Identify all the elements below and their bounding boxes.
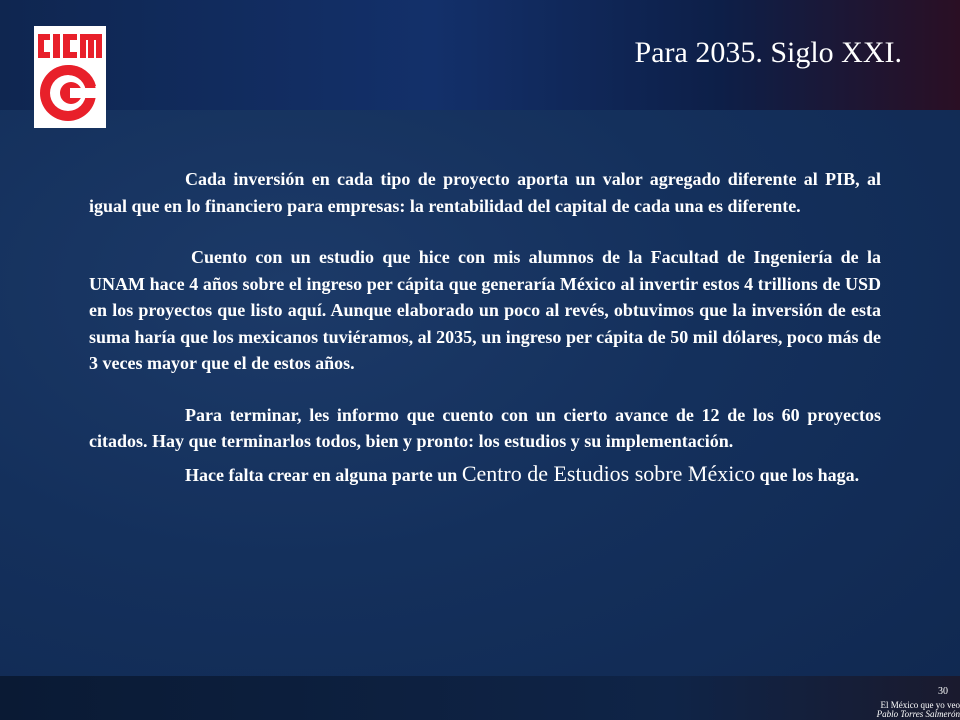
center-name-emphasis: Centro de Estudios sobre México <box>461 460 756 486</box>
cicm-logo <box>34 26 106 128</box>
slide-body <box>89 166 881 490</box>
paragraph-center <box>89 459 881 490</box>
paragraph-investment: Cada inversión en cada tipo de proyecto aporta un valor agregado diferente al PIB, al igual que en lo financiero para empresas: la rentabilidad del capital de cada una es diferente. <box>89 169 881 216</box>
footer-bar <box>0 676 960 720</box>
footer-author: Pablo Torres Salmerón <box>876 709 960 719</box>
cicm-logo-icon <box>34 26 106 128</box>
paragraph-study: Cuento con un estudio que hice con mis alumnos de la Facultad de Ingeniería de la UNAM hace 4 años sobre el ingreso per cápita que generaría México al invertir estos 4 trillions de USD en los proyectos que listo aquí. Aunque elaborado un poco al revés, obtuvimos que la inversión de esta suma haría que los mexicanos tuviéramos, al 2035, un ingreso per cápita de 50 mil dólares, poco más de 3 veces mayor que el de estos años. <box>89 247 881 373</box>
footer-presentation-title: El México que yo veo <box>880 700 960 710</box>
paragraph-center-lead: Hace falta crear en alguna parte un <box>185 464 462 485</box>
slide-title: Para 2035. Siglo XXI. <box>634 36 902 69</box>
slide-number: 30 <box>938 686 948 697</box>
paragraph-progress: Para terminar, les informo que cuento con un cierto avance de 12 de los 60 proyectos citados. Hay que terminarlos todos, bien y pronto: los estudios y su implementación. <box>89 404 881 451</box>
paragraph-center-tail: que los haga. <box>755 464 860 485</box>
